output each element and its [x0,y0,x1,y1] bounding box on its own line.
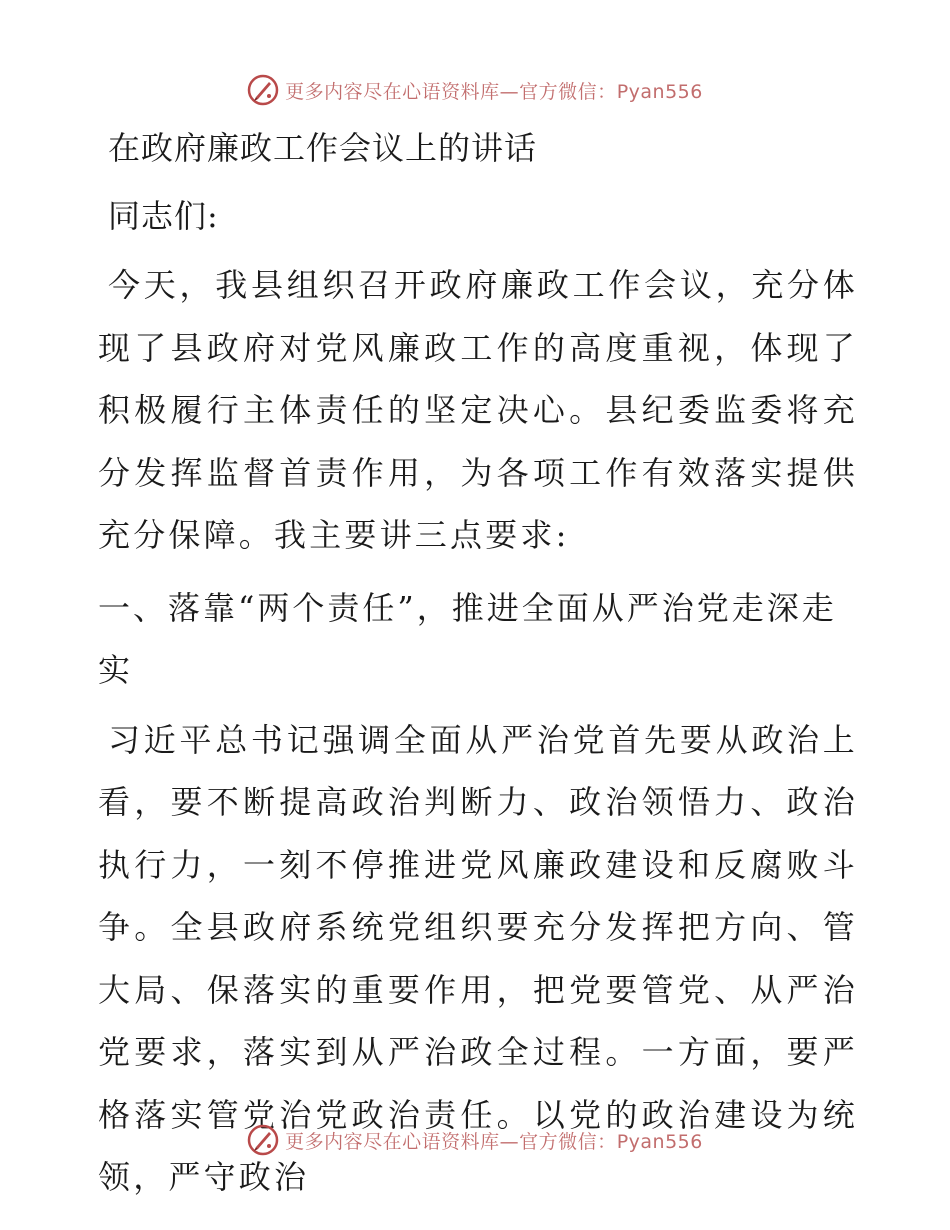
watermark-brand: 更多内容尽在心语资料库 [285,1130,500,1153]
watermark-wechat-label: 官方微信： [519,80,617,103]
watermark-separator: — [499,80,520,103]
section-heading-1-text: 一、落靠“两个责任”，推进全面从严治党走深走实 [98,588,837,689]
paragraph-section-1-text: 习近平总书记强调全面从严治党首先要从政治上看，要不断提高政治判断力、政治领悟力、政治执行力，一刻不停推进党风廉政建设和反腐败斗争。全县政府系统党组织要充分发挥把方向、管大局、保落实的重要作用，把党要管党、从严治党要求，落实到从严治政全过程。一方面，要严格落实管党治党政治责任。以党的政治建设为统领，严守政治 [98,720,858,1196]
watermark-brand: 更多内容尽在心语资料库 [285,80,500,103]
paragraph-intro-text: 今天，我县组织召开政府廉政工作会议，充分体现了县政府对党风廉政工作的高度重视，体现了积极履行主体责任的坚定决心。县纪委监委将充分发挥监督首责作用，为各项工作有效落实提供充分保障。我主要讲三点要求: [98,266,858,554]
document-body [98,118,858,1219]
watermark-banner-top [0,70,950,110]
salutation: 同志们: [108,197,219,235]
watermark-text [285,1127,703,1154]
paragraph-intro [98,254,858,567]
watermark-wechat-id: Pyan556 [616,80,703,103]
watermark-banner-bottom [0,1120,950,1160]
page-title: 在政府廉政工作会议上的讲话 [108,129,538,167]
quill-pen-logo-icon [247,1124,279,1156]
section-heading-1 [98,577,858,701]
watermark-wechat-id: Pyan556 [616,1130,703,1153]
watermark-separator: — [499,1130,520,1153]
watermark-text [285,77,703,104]
watermark-wechat-label: 官方微信： [519,1130,617,1153]
quill-pen-logo-icon [247,74,279,106]
